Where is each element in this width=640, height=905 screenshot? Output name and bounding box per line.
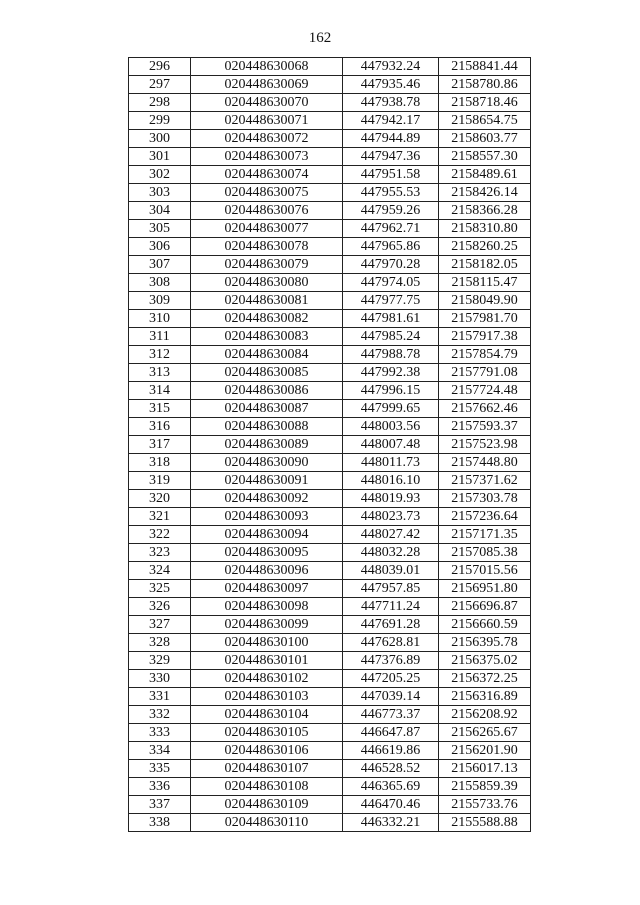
x-coordinate-cell: 448019.93 <box>343 490 439 508</box>
y-coordinate-cell: 2157791.08 <box>439 364 531 382</box>
table-row <box>129 238 531 256</box>
table-row <box>129 256 531 274</box>
table-row <box>129 58 531 76</box>
point-number-cell: 328 <box>129 634 191 652</box>
y-coordinate-cell: 2158310.80 <box>439 220 531 238</box>
y-coordinate-cell: 2156316.89 <box>439 688 531 706</box>
x-coordinate-cell: 448007.48 <box>343 436 439 454</box>
x-coordinate-cell: 448027.42 <box>343 526 439 544</box>
x-coordinate-cell: 447977.75 <box>343 292 439 310</box>
point-id-cell: 020448630070 <box>191 94 343 112</box>
point-id-cell: 020448630087 <box>191 400 343 418</box>
y-coordinate-cell: 2156696.87 <box>439 598 531 616</box>
point-number-cell: 329 <box>129 652 191 670</box>
table-row <box>129 706 531 724</box>
point-id-cell: 020448630071 <box>191 112 343 130</box>
point-id-cell: 020448630068 <box>191 58 343 76</box>
coordinates-table <box>128 57 531 832</box>
table-row <box>129 166 531 184</box>
y-coordinate-cell: 2157448.80 <box>439 454 531 472</box>
point-id-cell: 020448630107 <box>191 760 343 778</box>
point-id-cell: 020448630094 <box>191 526 343 544</box>
x-coordinate-cell: 447942.17 <box>343 112 439 130</box>
y-coordinate-cell: 2157171.35 <box>439 526 531 544</box>
table-row <box>129 634 531 652</box>
table-row <box>129 616 531 634</box>
table-row <box>129 508 531 526</box>
point-number-cell: 337 <box>129 796 191 814</box>
point-number-cell: 308 <box>129 274 191 292</box>
point-id-cell: 020448630069 <box>191 76 343 94</box>
point-number-cell: 324 <box>129 562 191 580</box>
y-coordinate-cell: 2156265.67 <box>439 724 531 742</box>
x-coordinate-cell: 448011.73 <box>343 454 439 472</box>
point-number-cell: 330 <box>129 670 191 688</box>
x-coordinate-cell: 447951.58 <box>343 166 439 184</box>
point-number-cell: 299 <box>129 112 191 130</box>
y-coordinate-cell: 2157724.48 <box>439 382 531 400</box>
point-number-cell: 296 <box>129 58 191 76</box>
point-number-cell: 338 <box>129 814 191 832</box>
table-row <box>129 112 531 130</box>
table-row <box>129 184 531 202</box>
table-row <box>129 328 531 346</box>
y-coordinate-cell: 2158654.75 <box>439 112 531 130</box>
x-coordinate-cell: 447996.15 <box>343 382 439 400</box>
table-row <box>129 598 531 616</box>
table-row <box>129 346 531 364</box>
x-coordinate-cell: 447205.25 <box>343 670 439 688</box>
point-id-cell: 020448630079 <box>191 256 343 274</box>
point-number-cell: 300 <box>129 130 191 148</box>
point-id-cell: 020448630104 <box>191 706 343 724</box>
point-number-cell: 304 <box>129 202 191 220</box>
point-id-cell: 020448630081 <box>191 292 343 310</box>
x-coordinate-cell: 447970.28 <box>343 256 439 274</box>
point-id-cell: 020448630083 <box>191 328 343 346</box>
point-number-cell: 334 <box>129 742 191 760</box>
x-coordinate-cell: 447981.61 <box>343 310 439 328</box>
x-coordinate-cell: 446332.21 <box>343 814 439 832</box>
table-row <box>129 490 531 508</box>
y-coordinate-cell: 2156372.25 <box>439 670 531 688</box>
x-coordinate-cell: 447938.78 <box>343 94 439 112</box>
point-id-cell: 020448630099 <box>191 616 343 634</box>
y-coordinate-cell: 2158182.05 <box>439 256 531 274</box>
x-coordinate-cell: 447947.36 <box>343 148 439 166</box>
table-row <box>129 454 531 472</box>
y-coordinate-cell: 2156395.78 <box>439 634 531 652</box>
x-coordinate-cell: 447944.89 <box>343 130 439 148</box>
point-number-cell: 323 <box>129 544 191 562</box>
x-coordinate-cell: 446773.37 <box>343 706 439 724</box>
x-coordinate-cell: 447955.53 <box>343 184 439 202</box>
point-id-cell: 020448630095 <box>191 544 343 562</box>
point-number-cell: 326 <box>129 598 191 616</box>
y-coordinate-cell: 2158780.86 <box>439 76 531 94</box>
table-row <box>129 814 531 832</box>
point-id-cell: 020448630110 <box>191 814 343 832</box>
table-row <box>129 526 531 544</box>
point-number-cell: 322 <box>129 526 191 544</box>
table-row <box>129 760 531 778</box>
x-coordinate-cell: 447974.05 <box>343 274 439 292</box>
x-coordinate-cell: 447932.24 <box>343 58 439 76</box>
table-row <box>129 580 531 598</box>
point-number-cell: 319 <box>129 472 191 490</box>
point-number-cell: 307 <box>129 256 191 274</box>
y-coordinate-cell: 2157981.70 <box>439 310 531 328</box>
point-number-cell: 301 <box>129 148 191 166</box>
x-coordinate-cell: 447376.89 <box>343 652 439 670</box>
table-row <box>129 562 531 580</box>
y-coordinate-cell: 2155733.76 <box>439 796 531 814</box>
point-id-cell: 020448630090 <box>191 454 343 472</box>
x-coordinate-cell: 447957.85 <box>343 580 439 598</box>
y-coordinate-cell: 2157085.38 <box>439 544 531 562</box>
point-id-cell: 020448630098 <box>191 598 343 616</box>
point-id-cell: 020448630092 <box>191 490 343 508</box>
point-id-cell: 020448630089 <box>191 436 343 454</box>
y-coordinate-cell: 2157371.62 <box>439 472 531 490</box>
table-row <box>129 742 531 760</box>
table-row <box>129 364 531 382</box>
y-coordinate-cell: 2157593.37 <box>439 418 531 436</box>
x-coordinate-cell: 446619.86 <box>343 742 439 760</box>
point-number-cell: 310 <box>129 310 191 328</box>
x-coordinate-cell: 448023.73 <box>343 508 439 526</box>
y-coordinate-cell: 2157854.79 <box>439 346 531 364</box>
x-coordinate-cell: 447711.24 <box>343 598 439 616</box>
x-coordinate-cell: 446647.87 <box>343 724 439 742</box>
y-coordinate-cell: 2157523.98 <box>439 436 531 454</box>
point-number-cell: 327 <box>129 616 191 634</box>
point-number-cell: 336 <box>129 778 191 796</box>
point-id-cell: 020448630097 <box>191 580 343 598</box>
point-id-cell: 020448630101 <box>191 652 343 670</box>
y-coordinate-cell: 2156951.80 <box>439 580 531 598</box>
point-id-cell: 020448630073 <box>191 148 343 166</box>
x-coordinate-cell: 447962.71 <box>343 220 439 238</box>
table-row <box>129 724 531 742</box>
point-id-cell: 020448630093 <box>191 508 343 526</box>
x-coordinate-cell: 447999.65 <box>343 400 439 418</box>
table-row <box>129 130 531 148</box>
point-number-cell: 318 <box>129 454 191 472</box>
point-id-cell: 020448630084 <box>191 346 343 364</box>
point-number-cell: 306 <box>129 238 191 256</box>
y-coordinate-cell: 2157662.46 <box>439 400 531 418</box>
point-id-cell: 020448630085 <box>191 364 343 382</box>
point-id-cell: 020448630103 <box>191 688 343 706</box>
x-coordinate-cell: 446528.52 <box>343 760 439 778</box>
table-row <box>129 400 531 418</box>
y-coordinate-cell: 2158718.46 <box>439 94 531 112</box>
point-number-cell: 312 <box>129 346 191 364</box>
point-id-cell: 020448630072 <box>191 130 343 148</box>
point-id-cell: 020448630077 <box>191 220 343 238</box>
point-id-cell: 020448630109 <box>191 796 343 814</box>
x-coordinate-cell: 447935.46 <box>343 76 439 94</box>
point-id-cell: 020448630082 <box>191 310 343 328</box>
point-id-cell: 020448630100 <box>191 634 343 652</box>
table-row <box>129 148 531 166</box>
y-coordinate-cell: 2158603.77 <box>439 130 531 148</box>
y-coordinate-cell: 2158049.90 <box>439 292 531 310</box>
y-coordinate-cell: 2156660.59 <box>439 616 531 634</box>
table-row <box>129 436 531 454</box>
point-id-cell: 020448630086 <box>191 382 343 400</box>
point-id-cell: 020448630108 <box>191 778 343 796</box>
point-number-cell: 321 <box>129 508 191 526</box>
point-number-cell: 325 <box>129 580 191 598</box>
point-id-cell: 020448630074 <box>191 166 343 184</box>
y-coordinate-cell: 2156208.92 <box>439 706 531 724</box>
x-coordinate-cell: 448016.10 <box>343 472 439 490</box>
y-coordinate-cell: 2158489.61 <box>439 166 531 184</box>
y-coordinate-cell: 2157236.64 <box>439 508 531 526</box>
y-coordinate-cell: 2156201.90 <box>439 742 531 760</box>
point-number-cell: 305 <box>129 220 191 238</box>
y-coordinate-cell: 2155859.39 <box>439 778 531 796</box>
point-id-cell: 020448630106 <box>191 742 343 760</box>
x-coordinate-cell: 447992.38 <box>343 364 439 382</box>
y-coordinate-cell: 2157303.78 <box>439 490 531 508</box>
table-row <box>129 76 531 94</box>
page-number: 162 <box>308 30 332 46</box>
point-number-cell: 315 <box>129 400 191 418</box>
coordinates-table-body <box>129 58 531 832</box>
x-coordinate-cell: 448003.56 <box>343 418 439 436</box>
table-row <box>129 382 531 400</box>
x-coordinate-cell: 446470.46 <box>343 796 439 814</box>
table-row <box>129 220 531 238</box>
y-coordinate-cell: 2158260.25 <box>439 238 531 256</box>
y-coordinate-cell: 2158366.28 <box>439 202 531 220</box>
table-row <box>129 310 531 328</box>
y-coordinate-cell: 2156017.13 <box>439 760 531 778</box>
x-coordinate-cell: 447985.24 <box>343 328 439 346</box>
point-id-cell: 020448630088 <box>191 418 343 436</box>
point-number-cell: 313 <box>129 364 191 382</box>
point-id-cell: 020448630105 <box>191 724 343 742</box>
table-row <box>129 544 531 562</box>
table-row <box>129 652 531 670</box>
x-coordinate-cell: 446365.69 <box>343 778 439 796</box>
table-row <box>129 472 531 490</box>
x-coordinate-cell: 448039.01 <box>343 562 439 580</box>
point-number-cell: 311 <box>129 328 191 346</box>
point-number-cell: 320 <box>129 490 191 508</box>
point-number-cell: 317 <box>129 436 191 454</box>
point-number-cell: 309 <box>129 292 191 310</box>
y-coordinate-cell: 2158426.14 <box>439 184 531 202</box>
point-id-cell: 020448630076 <box>191 202 343 220</box>
y-coordinate-cell: 2158841.44 <box>439 58 531 76</box>
table-row <box>129 274 531 292</box>
point-number-cell: 314 <box>129 382 191 400</box>
point-id-cell: 020448630091 <box>191 472 343 490</box>
point-number-cell: 303 <box>129 184 191 202</box>
x-coordinate-cell: 447691.28 <box>343 616 439 634</box>
y-coordinate-cell: 2158557.30 <box>439 148 531 166</box>
x-coordinate-cell: 448032.28 <box>343 544 439 562</box>
point-number-cell: 316 <box>129 418 191 436</box>
point-number-cell: 298 <box>129 94 191 112</box>
point-number-cell: 302 <box>129 166 191 184</box>
point-id-cell: 020448630096 <box>191 562 343 580</box>
y-coordinate-cell: 2155588.88 <box>439 814 531 832</box>
table-row <box>129 796 531 814</box>
table-row <box>129 778 531 796</box>
x-coordinate-cell: 447988.78 <box>343 346 439 364</box>
x-coordinate-cell: 447039.14 <box>343 688 439 706</box>
x-coordinate-cell: 447628.81 <box>343 634 439 652</box>
y-coordinate-cell: 2156375.02 <box>439 652 531 670</box>
table-row <box>129 202 531 220</box>
point-number-cell: 335 <box>129 760 191 778</box>
point-id-cell: 020448630080 <box>191 274 343 292</box>
point-id-cell: 020448630078 <box>191 238 343 256</box>
table-row <box>129 670 531 688</box>
x-coordinate-cell: 447959.26 <box>343 202 439 220</box>
table-row <box>129 292 531 310</box>
point-id-cell: 020448630102 <box>191 670 343 688</box>
table-row <box>129 94 531 112</box>
y-coordinate-cell: 2157015.56 <box>439 562 531 580</box>
x-coordinate-cell: 447965.86 <box>343 238 439 256</box>
point-id-cell: 020448630075 <box>191 184 343 202</box>
table-row <box>129 418 531 436</box>
y-coordinate-cell: 2157917.38 <box>439 328 531 346</box>
point-number-cell: 331 <box>129 688 191 706</box>
point-number-cell: 297 <box>129 76 191 94</box>
point-number-cell: 332 <box>129 706 191 724</box>
point-number-cell: 333 <box>129 724 191 742</box>
y-coordinate-cell: 2158115.47 <box>439 274 531 292</box>
table-row <box>129 688 531 706</box>
